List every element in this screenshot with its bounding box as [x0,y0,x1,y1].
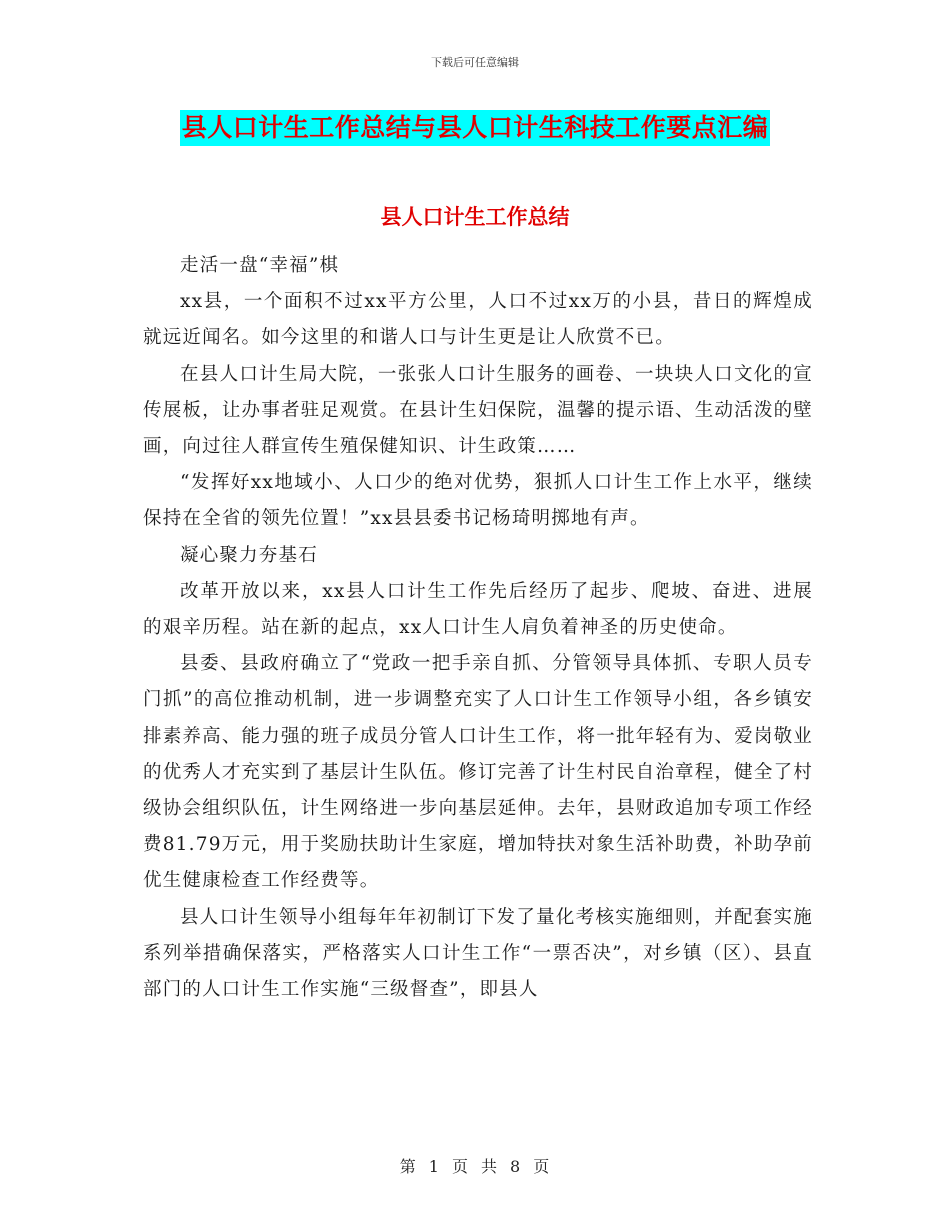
header-note: 下载后可任意编辑 [431,56,519,69]
paragraph: 县人口计生领导小组每年年初制订下发了量化考核实施细则，并配套实施系列举措确保落实，严格落实人口计生工作“一票否决”，对乡镇（区）、县直部门的人口计生工作实施“三级督查”，即县人 [143,906,813,1001]
paragraph: 在县人口计生局大院，一张张人口计生服务的画卷、一块块人口文化的宣传展板，让办事者驻足观赏。在县计生妇保院，温馨的提示语、生动活泼的壁画，向过往人群宣传生殖保健知识、计生政策…… [143,363,813,458]
paragraph: 改革开放以来，xx县人口计生工作先后经历了起步、爬坡、奋进、进展的艰辛历程。站在新的起点，xx人口计生人肩负着神圣的历史使命。 [143,580,813,639]
paragraph: xx县，一个面积不过xx平方公里，人口不过xx万的小县，昔日的辉煌成就远近闻名。如今这里的和谐人口与计生更是让人欣赏不已。 [143,291,813,349]
footer-mid1: 页 [451,1157,469,1176]
section-title: 县人口计生工作总结 [380,204,570,229]
page-total: 8 [510,1157,522,1176]
subheading: 凝心聚力夯基石 [180,544,318,566]
page-number: 1 [428,1157,440,1176]
paragraph: “发挥好xx地域小、人口少的绝对优势，狠抓人口计生工作上水平，继续保持在全省的领先位置！”xx县县委书记杨琦明掷地有声。 [143,472,813,530]
footer-prefix: 第 [399,1157,417,1176]
footer-suffix: 页 [533,1157,551,1176]
subheading: 走活一盘“幸福”棋 [180,255,340,276]
paragraph: 县委、县政府确立了“党政一把手亲自抓、分管领导具体抓、专职人员专门抓”的高位推动机制，进一步调整充实了人口计生工作领导小组，各乡镇安排素养高、能力强的班子成员分管人口计生工作，将一批年轻有为、爱岗敬业的优秀人才充实到了基层计生队伍。修订完善了计生村民自治章程，健全了村级协会组织队伍，计生网络进一步向基层延伸。去年，县财政追加专项工作经费81.79万元，用于奖励扶助计生家庭，增加特扶对象生活补助费，补助孕前优生健康检查工作经费等。 [143,653,813,892]
page-footer [0,1154,950,1177]
main-title-wrap [0,110,950,146]
main-title: 县人口计生工作总结与县人口计生科技工作要点汇编 [180,110,771,146]
footer-mid2: 共 [481,1157,499,1176]
body-text [143,248,813,1008]
